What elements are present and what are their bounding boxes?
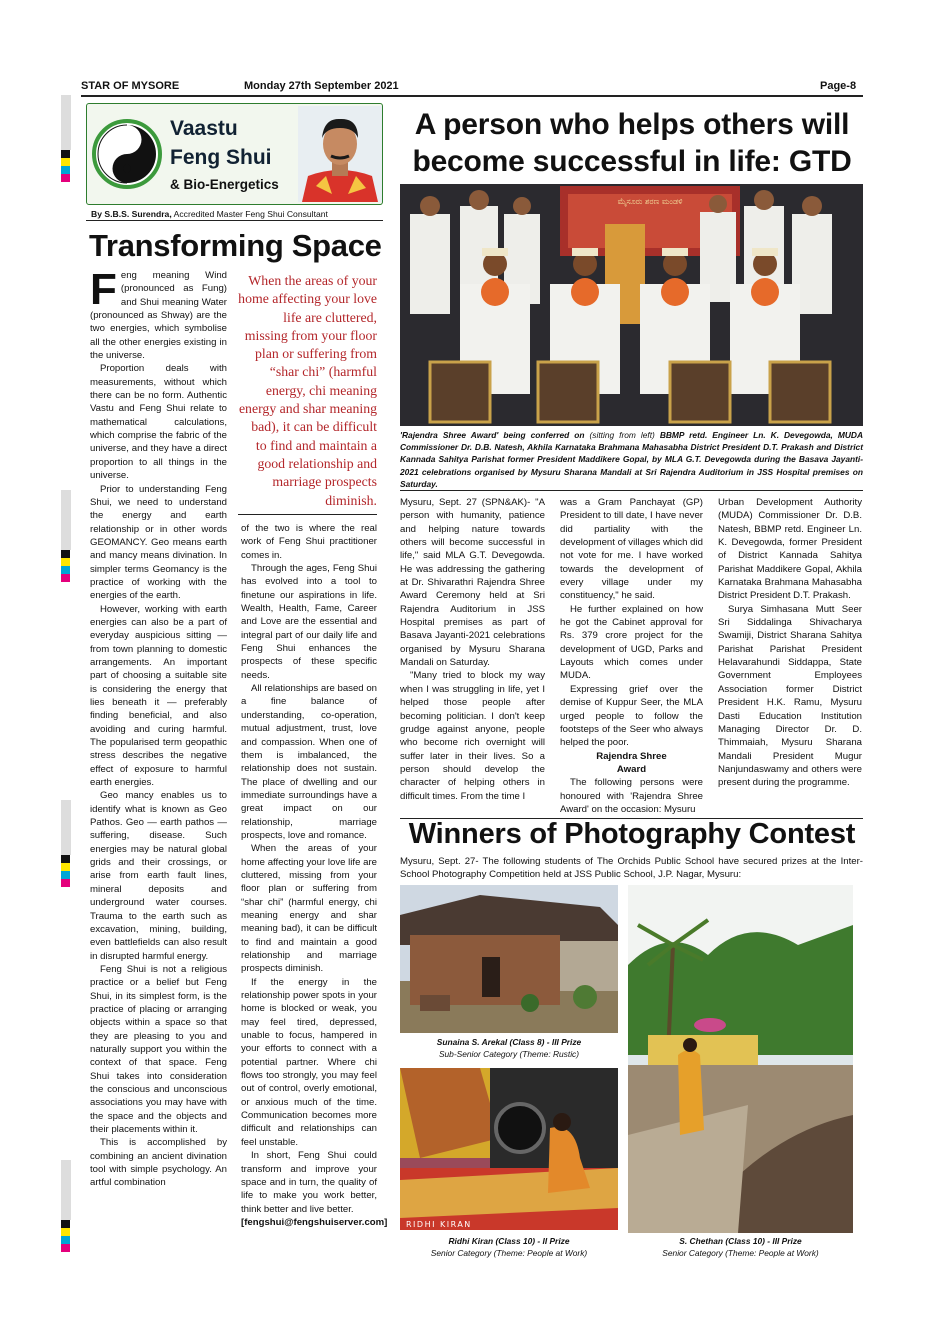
registration-strip — [61, 800, 71, 855]
color-swatch-black — [61, 550, 70, 558]
color-swatch-cyan — [61, 1236, 70, 1244]
fengshui-headline: Transforming Space — [89, 228, 382, 263]
masthead-date: Monday 27th September 2021 — [244, 80, 399, 92]
gtd-paragraph: Mysuru, Sept. 27 (SPN&AK)- "A person with humanity, patience and helping nature towards others will become successful in life," said MLA G.T. Devegowda. He was addressing the gathering at Dr. Shivarathri Rajendra Shree Award Ceremony held at Sri Rajendra Auditorium in JSS Hospital premises as part of Basava Jayanti-2021 celebrations organised by Mysuru Sharana Mandali on Saturday. — [400, 497, 545, 669]
photo-watermark: RIDHI KIRAN — [406, 1220, 472, 1229]
contest-photo1-category: Sub-Senior Category (Theme: Rustic) — [438, 1049, 580, 1059]
contest-headline: Winners of Photography Contest — [408, 818, 856, 850]
pullquote-rule — [238, 514, 377, 515]
column-title-bioenergetics: & Bio-Energetics — [170, 177, 279, 192]
fengshui-paragraph: This is accomplished by combining an ancient divination tool with simple psychology. An artful combination — [90, 1137, 227, 1189]
drop-cap: F — [90, 265, 117, 314]
fengshui-paragraph: Geo mancy enables us to identify what is known as Geo Pathos. Geo — earth pathos — suffering, disease. Such energies may be natural global grids and their crossings, or arise from earth fault lines, mineral deposits and underground water courses. Trauma to the earth such as excavation, mining, building, even battlefields can also result in disrupted harmful energy. — [90, 790, 227, 962]
color-swatch-cyan — [61, 566, 70, 574]
contest-photo3-category: Senior Category (Theme: People at Work) — [662, 1248, 819, 1258]
masthead-page-number: Page-8 — [820, 80, 857, 92]
fengshui-column-2 — [241, 522, 388, 1229]
fengshui-paragraph: When the areas of your home affecting your love life are cluttered, missing from your floor plan or suffering from “shar chi” (harmful energy, chi meaning energy and shar meaning bad), it can be difficult to find and maintain a good relationship and marriage prospects diminish. — [241, 843, 377, 975]
color-swatch-magenta — [61, 574, 70, 582]
fengshui-paragraph: In short, Feng Shui could transform and improve your space and in turn, the quality of life to make you work better, think better and live better. — [241, 1150, 377, 1215]
gtd-paragraph: The following persons were honoured with 'Rajendra Shree Award' on the occasion: Mysuru — [560, 777, 703, 815]
color-swatch-black — [61, 855, 70, 863]
gtd-headline: A person who helps others will become successful in life: GTD — [412, 108, 852, 178]
caption-rule — [400, 490, 863, 491]
caption-rest: BBMP retd. Engineer Ln. K. Devegowda, MUDA Commissioner Dr. D.B. Natesh, Akhila Karnataka Brahmana Mahasabha District President D.T. Prakash and District Kannada Sahitya Parishat former President Maddikere Gopal, by MLA G.T. Devegowda during the Basava Jayanti-2021 celebrations organised by Mysuru Sharana Mandali at Sri Rajendra Auditorium in JSS Hospital premises on Saturday. — [400, 430, 863, 489]
gtd-paragraph: "Many tried to block my way when I was struggling in life, yet I helped those people after becoming politician. I don't keep grudge against anyone, people who become rich overnight will suffer later in their lives. So a person should develop the character of helping others in difficult times. From the time I — [400, 670, 545, 802]
color-swatch-yellow — [61, 1228, 70, 1236]
masthead-paper-name: STAR OF MYSORE — [81, 80, 180, 92]
contest-photo1-name: Sunaina S. Arekal (Class 8) - III Prize — [436, 1037, 582, 1047]
yin-yang-icon — [92, 119, 162, 189]
award-photo-caption — [400, 429, 863, 490]
contest-photo3-name: S. Chethan (Class 10) - III Prize — [679, 1236, 802, 1246]
gtd-paragraph: He further explained on how he got the Cabinet approval for Rs. 379 crore project for the development of UGD, Parks and Layouts which comes under MUDA. — [560, 603, 703, 682]
gtd-column-3 — [718, 496, 862, 790]
gtd-column-1 — [400, 496, 545, 803]
column-title-fengshui: Feng Shui — [170, 146, 272, 169]
fengshui-paragraph: Feng meaning Wind (pronounced as Fung) and Shui meaning Water (pronounced as Shway) are the two energies, which symbolise all the other energies existing in the universe. — [90, 265, 227, 362]
gtd-column-2 — [560, 496, 703, 816]
photo-banner-text: ಮೈಸೂರು ಶರಣ ಮಂಡಳಿ — [617, 197, 683, 206]
fengshui-paragraph: Feng Shui is not a religious practice or a belief but Feng Shui, in its simplest form, is the practice of placing or arranging objects within a space so that they are pleasing to you and naturally support you within the context of that space. Feng Shui takes into consideration the conscious and unconscious associations you may have with the space and the objects and their placements within it. — [90, 963, 227, 1135]
fengshui-email: [fengshui@fengshuiserver.com] — [241, 1216, 388, 1228]
color-swatch-yellow — [61, 863, 70, 871]
award-ceremony-photo — [400, 184, 863, 426]
caption-paren: (sitting from left) — [589, 430, 655, 440]
color-swatch-yellow — [61, 558, 70, 566]
caption-lead: 'Rajendra Shree Award' being conferred on — [400, 430, 585, 440]
rustic-house-illustration — [400, 885, 618, 1033]
column-byline — [91, 209, 328, 219]
award-ceremony-illustration — [400, 184, 863, 426]
byline-role: Accredited Master Feng Shui Consultant — [173, 209, 328, 219]
color-swatch-black — [61, 1220, 70, 1228]
columnist-portrait — [298, 106, 382, 202]
registration-strip — [61, 490, 71, 550]
fengshui-paragraph: However, working with earth energies can also be a part of everyday auspicious sitting — from town planning to domestic arrangements. An important part of choosing a suitable site is considering the energy that lies beneath it — preferably finding beneficial, and also avoiding and curing harmful. The popularised term geopathic stress describes the negative effect of exposure to harmful earth energies. — [90, 603, 227, 789]
registration-strip — [61, 95, 71, 150]
color-swatch-cyan — [61, 871, 70, 879]
contest-photo2-category: Senior Category (Theme: People at Work) — [430, 1248, 588, 1258]
gtd-paragraph: Urban Development Authority (MUDA) Commissioner Dr. D.B. Natesh, BBMP retd. Engineer Ln. K. Devegowda, former President of District Kannada Sahitya Parishat Maddikere Gopal, Akhila Karnataka Brahmana Mahasabha District President D.T. Prakash. — [718, 497, 862, 602]
gtd-paragraph: Expressing grief over the demise of Kuppur Seer, the MLA urged people to follow the footsteps of the Seer who always helped the poor. — [560, 683, 703, 749]
masthead-rule — [81, 95, 863, 97]
fengshui-paragraph: All relationships are based on a fine balance of understanding, co-operation, mutual adjustment, trust, love and compassion. When one of them is imbalanced, the relationship does not sustain. The place of dwelling and our immediate surroundings have a great impact on our relationship, marriage prospects, love and romance. — [241, 683, 377, 841]
fengshui-paragraph: of the two is where the real work of Feng Shui practitioner comes in. — [241, 523, 377, 561]
color-swatch-yellow — [61, 158, 70, 166]
woman-spreading-grain-illustration — [628, 885, 853, 1233]
gtd-subhead: Rajendra Shree Award — [596, 750, 667, 775]
contest-photo-rustic — [400, 885, 618, 1033]
fengshui-pullquote: When the areas of your home affecting your love life are cluttered, missing from your floor plan or suffering from “shar chi” (harmful energy, chi meaning energy and shar meaning bad), it can be difficult to find and maintain a good relationship and marriage prospects diminish. — [238, 273, 377, 508]
column-title-vaastu: Vaastu — [170, 117, 238, 140]
fengshui-paragraph: Proportion deals with measurements, without which there can be no form. Authentic Vastu and Feng Shui relate to mathematical calculations, which comprise the fabric of the universe, and they have a direct proportion to all things in the universe. — [90, 363, 227, 482]
color-swatch-cyan — [61, 166, 70, 174]
gtd-paragraph: Surya Simhasana Mutt Seer Sri Siddalinga Shivacharya Swamiji, District Sharana Sahitya Parishat Parishat President Helavarahundi Siddappa, State Government Employees Association former District President H.K. Ramu, Mysuru Dasti Education Institution Managing Director Dr. D. Thimmaiah, Mysuru Sharana Mandali President Mugur Nanjundaswamy and others were present during the programme. — [718, 603, 862, 789]
color-swatch-magenta — [61, 1244, 70, 1252]
color-swatch-black — [61, 150, 70, 158]
woman-drying-grain-illustration — [400, 1068, 618, 1230]
fengshui-paragraph: Through the ages, Feng Shui has evolved into a tool to finetune our aspirations in life. Wealth, Health, Fame, Career and Love are the essential and integral part of our daily life and Feng Shui enhances the prospects of these specific needs. — [241, 563, 377, 681]
gtd-paragraph: was a Gram Panchayat (GP) President to till date, I have never did partiality with the development of villages which did not vote for me. I have worked towards the development of every village under my constituency," he said. — [560, 497, 703, 602]
contest-photo-people-at-work-1 — [400, 1068, 618, 1230]
contest-photo2-name: Ridhi Kiran (Class 10) - II Prize — [448, 1236, 570, 1246]
fengshui-paragraph: Prior to understanding Feng Shui, we need to understand the energy and earth relationship or in other words GEOMANCY. Geo means earth and mancy means divination. In simpler terms Geomancy is the practice of working with the energies of the earth. — [90, 483, 227, 602]
registration-strip — [61, 1160, 71, 1220]
fengshui-column-1 — [90, 265, 227, 1190]
color-swatch-magenta — [61, 174, 70, 182]
byline-author: By S.B.S. Surendra, — [91, 209, 172, 219]
contest-intro: Mysuru, Sept. 27- The following students of The Orchids Public School have secured prizes at the Inter-School Photography Competition held at JSS Public School, J.P. Nagar, Mysuru: — [400, 856, 863, 881]
byline-rule — [86, 220, 383, 221]
fengshui-paragraph: If the energy in the relationship power spots in your home is blocked or weak, you may feel tired, depressed, unable to focus, hampered in your efforts to connect with a potential partner. Where chi flows too strongly, you may feel out of control, overly emotional, or anxious much of the time. Communication becomes more difficult and relationships can feel unstable. — [241, 976, 377, 1148]
contest-photo-people-at-work-2 — [628, 885, 853, 1233]
color-swatch-magenta — [61, 879, 70, 887]
